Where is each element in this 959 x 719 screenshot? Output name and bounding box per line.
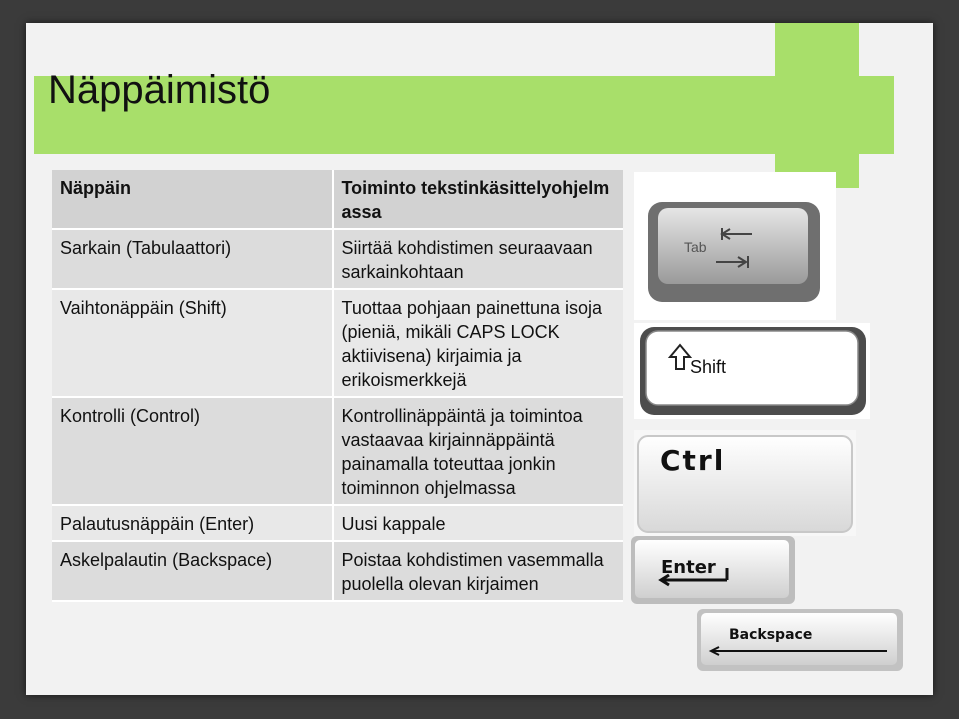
row-key: Vaihtonäppäin (Shift) <box>52 290 334 398</box>
table-row <box>52 542 623 602</box>
backspace-key-image <box>697 609 903 671</box>
header-key: Näppäin <box>52 170 334 230</box>
table-header-row <box>52 170 623 230</box>
backspace-key-label: Backspace <box>729 627 813 643</box>
tab-key-label: Tab <box>684 239 707 255</box>
table-row <box>52 230 623 290</box>
row-key: Askelpalautin (Backspace) <box>52 542 334 602</box>
ctrl-key-image <box>634 430 856 536</box>
keys-table <box>52 170 623 602</box>
slide-title: Näppäimistö <box>48 68 271 112</box>
shift-key-image <box>634 323 870 419</box>
row-action: Siirtää kohdistimen seuraavaan sarkainkohtaan <box>334 230 624 290</box>
header-action: Toiminto tekstinkäsittelyohjelmassa <box>334 170 624 230</box>
row-key: Sarkain (Tabulaattori) <box>52 230 334 290</box>
ctrl-key-label: Ctrl <box>660 444 726 477</box>
shift-key-label: Shift <box>690 357 727 377</box>
table-row <box>52 506 623 542</box>
enter-key-image <box>631 536 795 604</box>
enter-key-label: Enter <box>661 557 716 578</box>
row-action: Kontrollinäppäintä ja toimintoa vastaavaa kirjainnäppäintä painamalla toteuttaa jonkin toiminnon ohjelmassa <box>334 398 624 506</box>
row-key: Kontrolli (Control) <box>52 398 334 506</box>
row-action: Poistaa kohdistimen vasemmalla puolella olevan kirjaimen <box>334 542 624 602</box>
row-action: Tuottaa pohjaan painettuna isoja (pieniä, mikäli CAPS LOCK aktiivisena) kirjaimia ja erikoismerkkejä <box>334 290 624 398</box>
row-key: Palautusnäppäin (Enter) <box>52 506 334 542</box>
row-action: Uusi kappale <box>334 506 624 542</box>
table-row <box>52 290 623 398</box>
table-row <box>52 398 623 506</box>
tab-key-image <box>634 172 836 320</box>
